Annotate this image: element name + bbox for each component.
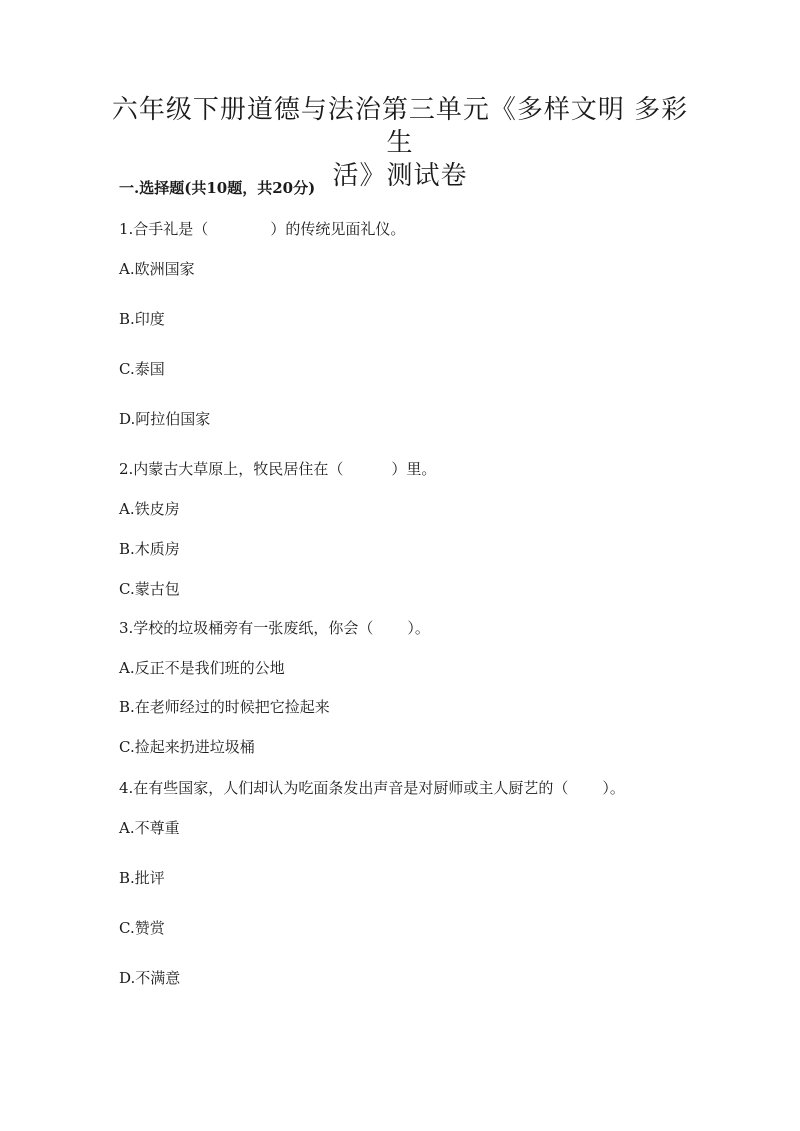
question-1 (119, 219, 405, 239)
question-2-stem-start: 2.内蒙古大草原上，牧民居住在（ (119, 460, 344, 478)
question-4 (119, 778, 625, 798)
question-4-option-d: D.不满意 (119, 969, 181, 987)
question-2-option-b: B.木质房 (119, 540, 180, 558)
question-4-option-a: A.不尊重 (119, 819, 180, 837)
question-3-stem-start: 3.学校的垃圾桶旁有一张废纸，你会（ (119, 619, 374, 637)
question-1-stem-start: 1.合手礼是（ (119, 220, 209, 238)
question-3-option-b: B.在老师经过的时候把它捡起来 (119, 698, 330, 716)
question-3-stem-end: ）。 (407, 619, 430, 637)
question-2-option-c: C.蒙古包 (119, 580, 180, 598)
question-2 (119, 459, 436, 479)
exam-title-line-2: 活》测试卷 (332, 161, 468, 191)
question-2-stem-end: ）里。 (391, 460, 437, 478)
question-1-stem-end: ）的传统见面礼仪。 (270, 220, 406, 238)
question-4-stem-end: ）。 (602, 779, 625, 797)
question-2-option-a: A.铁皮房 (119, 500, 180, 518)
section-heading: 一.选择题(共10题，共20分) (119, 179, 316, 197)
question-1-option-b: B.印度 (119, 310, 165, 328)
question-3-option-c: C.捡起来扔进垃圾桶 (119, 738, 255, 756)
question-1-option-c: C.泰国 (119, 360, 165, 378)
question-4-stem-start: 4.在有些国家，人们却认为吃面条发出声音是对厨师或主人厨艺的（ (119, 779, 569, 797)
exam-title-line-1: 六年级下册道德与法治第三单元《多样文明 多彩生 (111, 95, 689, 158)
question-3 (119, 618, 430, 638)
question-3-option-a: A.反正不是我们班的公地 (119, 659, 285, 677)
question-4-option-c: C.赞赏 (119, 919, 165, 937)
question-1-option-a: A.欧洲国家 (119, 260, 195, 278)
question-4-option-b: B.批评 (119, 869, 165, 887)
question-1-option-d: D.阿拉伯国家 (119, 410, 211, 428)
